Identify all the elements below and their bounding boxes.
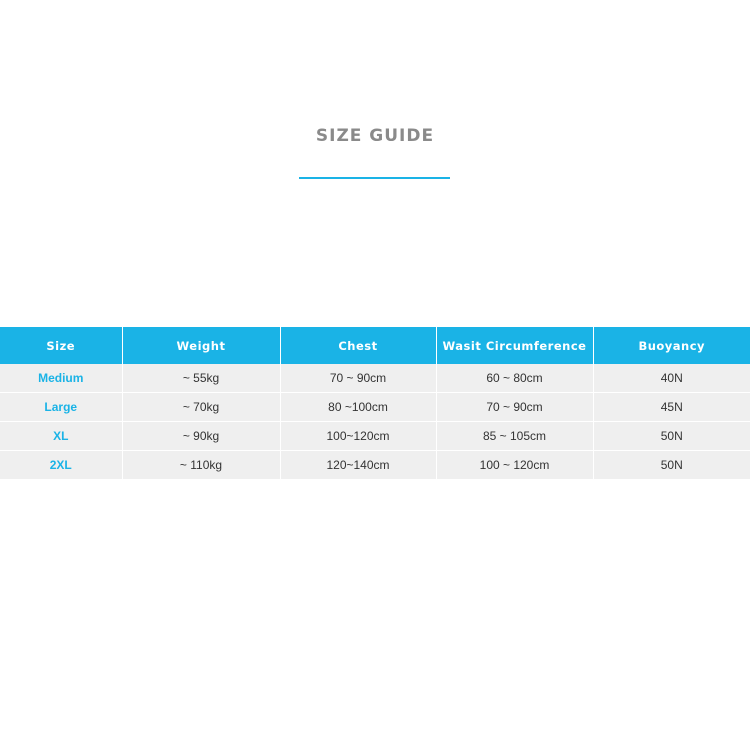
cell-weight: ~ 110kg xyxy=(122,451,280,480)
cell-size: XL xyxy=(0,422,122,451)
cell-buoyancy: 50N xyxy=(593,422,750,451)
cell-waist: 70 ~ 90cm xyxy=(436,393,593,422)
cell-chest: 100~120cm xyxy=(280,422,436,451)
table-row xyxy=(0,422,750,451)
cell-waist: 60 ~ 80cm xyxy=(436,364,593,393)
cell-size: Large xyxy=(0,393,122,422)
table-row xyxy=(0,364,750,393)
title-underline xyxy=(299,177,450,179)
size-table xyxy=(0,327,750,479)
cell-waist: 100 ~ 120cm xyxy=(436,451,593,480)
table-body xyxy=(0,364,750,479)
header-buoyancy: Buoyancy xyxy=(593,327,750,364)
cell-waist: 85 ~ 105cm xyxy=(436,422,593,451)
table-row xyxy=(0,451,750,480)
header-row xyxy=(0,327,750,364)
cell-size: 2XL xyxy=(0,451,122,480)
cell-weight: ~ 70kg xyxy=(122,393,280,422)
cell-buoyancy: 40N xyxy=(593,364,750,393)
cell-chest: 120~140cm xyxy=(280,451,436,480)
cell-size: Medium xyxy=(0,364,122,393)
header-waist: Wasit Circumference xyxy=(436,327,593,364)
cell-chest: 80 ~100cm xyxy=(280,393,436,422)
table-header xyxy=(0,327,750,364)
cell-chest: 70 ~ 90cm xyxy=(280,364,436,393)
cell-buoyancy: 45N xyxy=(593,393,750,422)
cell-weight: ~ 90kg xyxy=(122,422,280,451)
table-row xyxy=(0,393,750,422)
header-size: Size xyxy=(0,327,122,364)
cell-buoyancy: 50N xyxy=(593,451,750,480)
cell-weight: ~ 55kg xyxy=(122,364,280,393)
header-chest: Chest xyxy=(280,327,436,364)
page-title: SIZE GUIDE xyxy=(315,126,435,146)
header-weight: Weight xyxy=(122,327,280,364)
